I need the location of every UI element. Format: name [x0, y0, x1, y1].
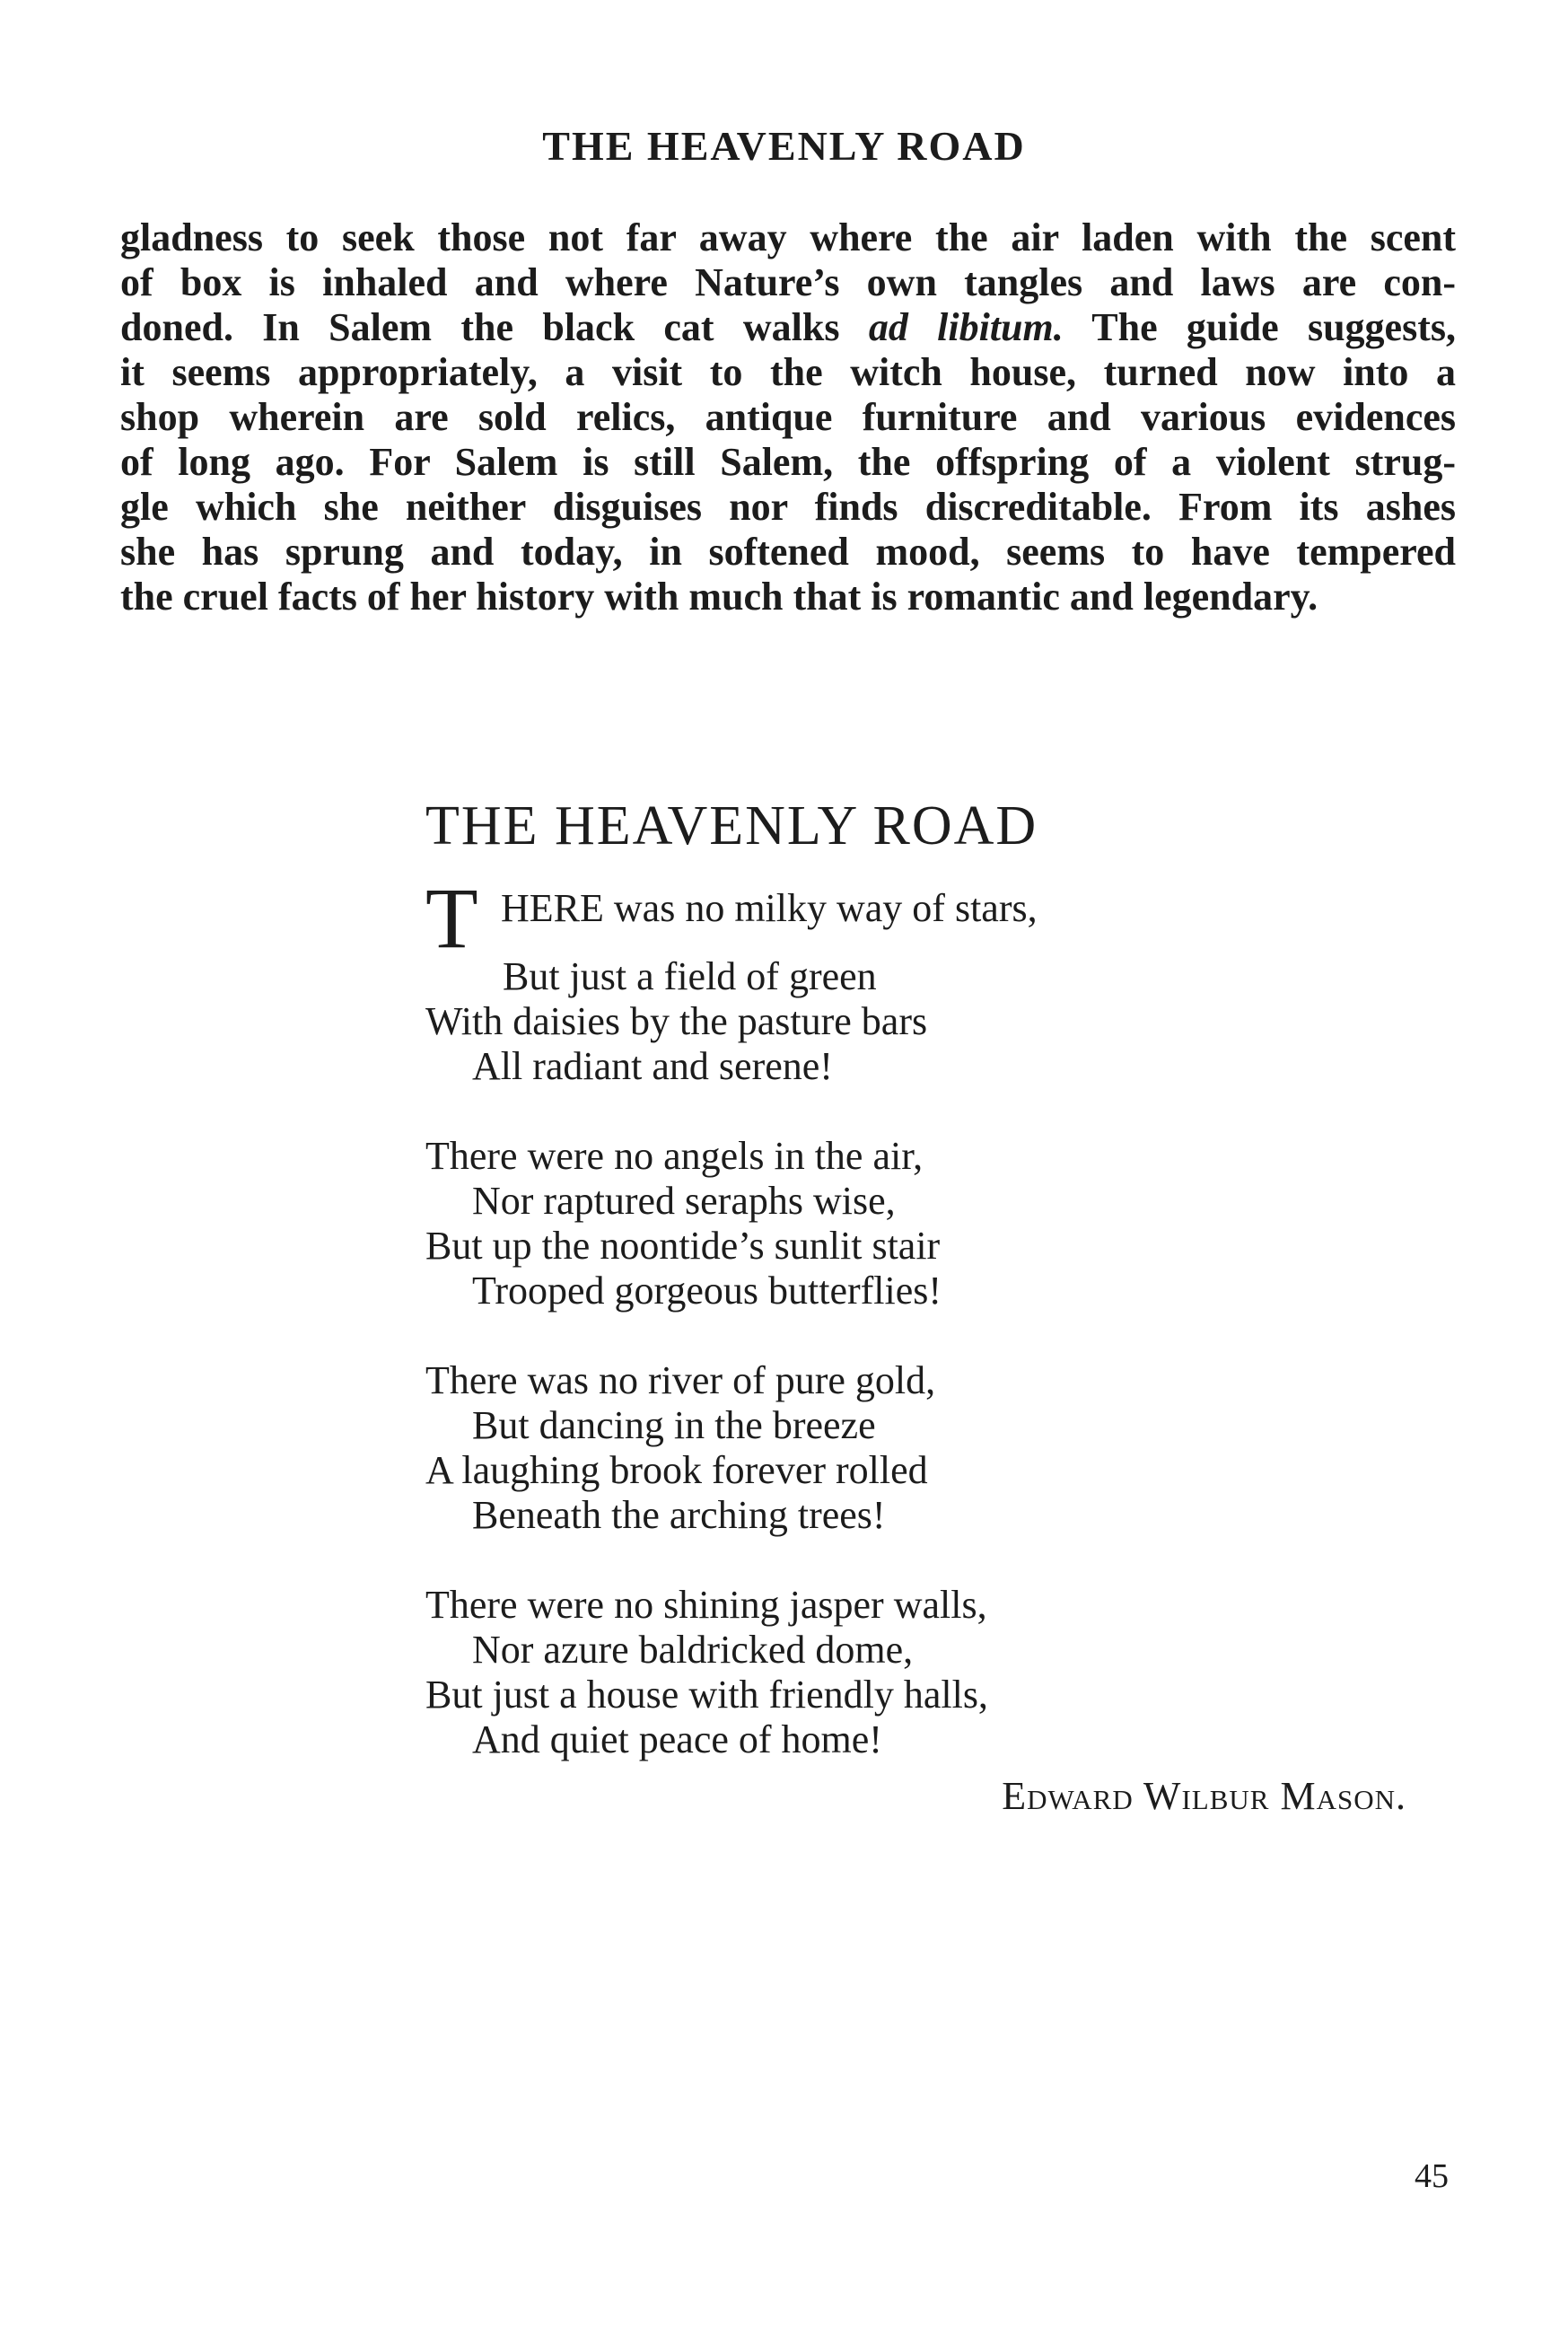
poem-line: There were no shining jasper walls, — [425, 1583, 987, 1627]
prose-line — [120, 305, 1456, 350]
prose-line: shop wherein are sold relics, antique furniture and various evidences — [120, 395, 1456, 439]
prose-line: gladness to seek those not far away where the air laden with the scent — [120, 215, 1456, 259]
prose-text: The guide suggests, — [1091, 305, 1456, 349]
prose-line: the cruel facts of her history with much that is romantic and legendary. — [120, 575, 1318, 619]
page-number: 45 — [1415, 2157, 1449, 2195]
drop-cap: T — [425, 870, 478, 966]
prose-line: of long ago. For Salem is still Salem, the offspring of a violent strug- — [120, 440, 1456, 484]
poem-line: Nor azure baldricked dome, — [472, 1628, 914, 1672]
poem-line: Nor raptured seraphs wise, — [472, 1179, 896, 1223]
running-head: THE HEAVENLY ROAD — [542, 123, 1026, 169]
poem-line: But just a field of green — [503, 954, 877, 998]
prose-line: she has sprung and today, in softened mood, seems to have tempered — [120, 530, 1456, 574]
author-signature: Edward Wilbur Mason. — [1002, 1774, 1406, 1818]
poem-line: But dancing in the breeze — [472, 1403, 876, 1447]
poem-line: All radiant and serene! — [472, 1044, 833, 1088]
italic-phrase: ad libitum. — [868, 305, 1064, 349]
poem-line: A laughing brook forever rolled — [425, 1448, 928, 1492]
poem-line: But just a house with friendly halls, — [425, 1673, 988, 1717]
poem-line: With daisies by the pasture bars — [425, 999, 928, 1043]
poem-line-text: was no milky way of stars, — [613, 886, 1038, 930]
poem-line — [425, 870, 1038, 966]
prose-line: it seems appropriately, a visit to the witch house, turned now into a — [120, 350, 1456, 394]
poem-line: And quiet peace of home! — [472, 1717, 882, 1761]
poem-title: THE HEAVENLY ROAD — [425, 795, 1038, 856]
poem-line: There were no angels in the air, — [425, 1134, 924, 1178]
prose-paragraph — [120, 215, 1456, 619]
poem-line: There was no river of pure gold, — [425, 1358, 936, 1402]
poem-line: But up the noontide’s sunlit stair — [425, 1224, 941, 1268]
stanza — [425, 1358, 1038, 1538]
first-word: HERE — [501, 886, 604, 930]
stanza — [425, 1134, 1038, 1313]
poem-line: Beneath the arching trees! — [472, 1493, 886, 1537]
prose-text: doned. In Salem the black cat walks — [120, 305, 840, 349]
prose-line: of box is inhaled and where Nature’s own tangles and laws are con- — [120, 260, 1456, 304]
poem — [425, 870, 1038, 1807]
stanza — [425, 1583, 1038, 1762]
prose-line: gle which she neither disguises nor finds discreditable. From its ashes — [120, 485, 1456, 529]
poem-line: Trooped gorgeous butterflies! — [472, 1269, 942, 1313]
stanza — [425, 870, 1038, 1089]
